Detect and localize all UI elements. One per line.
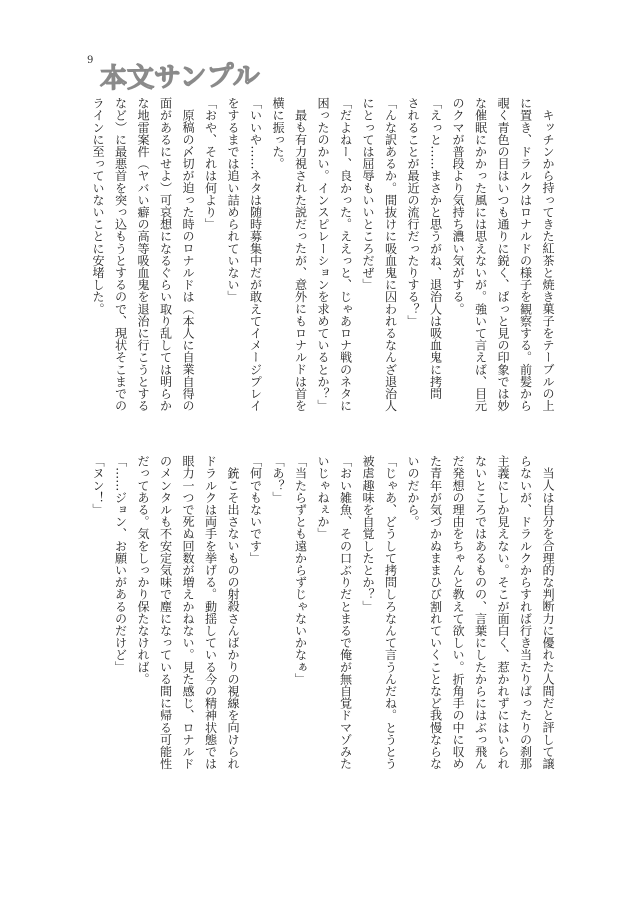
text-line: いのだから。	[406, 455, 420, 528]
text-line: 眼力一つで死ぬ回数が増えかねない。見た感じ、ロナルド	[181, 455, 195, 770]
text-line: 主義にしか見えない。そこが面白く、惹かれずにはいられ	[496, 455, 510, 770]
text-line: 「……ジョン、お願いがあるのだけど」	[113, 455, 128, 673]
text-line: 「ヌン！」	[91, 455, 105, 516]
page-number: 9	[87, 55, 94, 66]
text-line: 銃こそ出さないものの射殺さんばかりの視線を向けられ	[226, 467, 240, 770]
text-line: な催眠にかかった風には思えないが。強いて言えば、目元	[473, 97, 488, 412]
text-line: だ発想の理由をちゃんと教えて欲しい。折角手の中に収め	[451, 455, 465, 770]
sample-watermark: 本文サンプル	[99, 60, 260, 95]
text-line: など）に最悪首を突っ込もうとするので、現状そこまでの	[113, 97, 128, 412]
text-line: らないが、ドラルクからすれば行き当たりばったりの刹那	[518, 455, 533, 770]
text-line: 最も有力視された説だったが、意外にもロナルドは首を	[293, 109, 308, 412]
text-line: 被虐趣味を自覚したとか？」	[361, 455, 375, 613]
text-line: に置き、ドラルクはロナルドの様子を観察する。前髪から	[518, 97, 533, 412]
text-line: な地雷案件（ヤバい癖の高等吸血鬼を退治に行こうとする	[136, 97, 150, 412]
upper-text-block	[86, 97, 559, 415]
text-line: 困ったのかい。インスピレーションを求めているとか？」	[316, 97, 330, 412]
text-line: 原稿の〆切が迫った時のロナルドは（本人に自業自得の	[181, 109, 195, 412]
text-line: 「んな訳あるか。間抜けに吸血鬼に囚われるなんざ退治人	[383, 97, 398, 412]
text-line: だってある。気をしっかり保たなければ。	[136, 455, 150, 685]
text-line: 「じゃあ、どうして拷問しろなんて言うんだね。とうとう	[383, 455, 398, 770]
text-line: 「あ？」	[271, 455, 285, 504]
text-line: のクマが普段より気持ち濃い気がする。	[451, 97, 465, 315]
text-line: されることが最近の流行だったりする？」	[406, 97, 420, 327]
text-line: 「何でもないです」	[248, 455, 263, 564]
text-line: 「当たらずとも遠からずじゃないかなぁ」	[293, 455, 308, 685]
text-line: 「いいや……ネタは随時募集中だが敢えてイメージプレイ	[248, 97, 263, 412]
text-line: た青年が気づかぬままひび割れていくことなど我慢ならな	[428, 455, 443, 770]
text-line: 覗く青色の目はいつも通りに鋭く、ぱっと見の印象では妙	[496, 97, 510, 412]
text-line: 「だよねー、良かった。ええっと、じゃあロナ戦のネタに	[338, 97, 353, 412]
text-line: キッチンから持ってきた紅茶と焼き菓子をテーブルの上	[541, 109, 555, 412]
text-line: いじゃねぇか」	[316, 455, 330, 540]
text-line: ラインに至っていないことに安堵した。	[91, 97, 105, 315]
text-line: のメンタルも不安定気味で塵になっている間に帰る可能性	[158, 455, 173, 770]
text-line: 面があるにせよ）可哀想になるぐらい取り乱しては明らか	[158, 97, 173, 412]
lower-text-block	[86, 455, 559, 773]
text-line: ドラルクは両手を挙げる。動揺している今の精神状態では	[203, 455, 218, 770]
text-line: 「えっと……まさかと思うがね、退治人は吸血鬼に拷問	[428, 97, 443, 400]
text-line: 横に振った。	[271, 97, 285, 170]
text-line: 「おい雑魚、その口ぶりだとまるで俺が無自覚ドマゾみた	[338, 455, 353, 770]
text-line: 「おや、それは何より」	[203, 97, 218, 231]
text-line: 当人は自分を合理的な判断力に優れた人間だと評して譲	[541, 467, 555, 770]
text-line: にとっては屈辱もいいところだぜ」	[361, 97, 375, 291]
text-line: ないところではあるものの、言葉にしたからにはぶっ飛ん	[473, 455, 488, 770]
text-line: をするまでは追い詰められていない」	[226, 97, 240, 303]
